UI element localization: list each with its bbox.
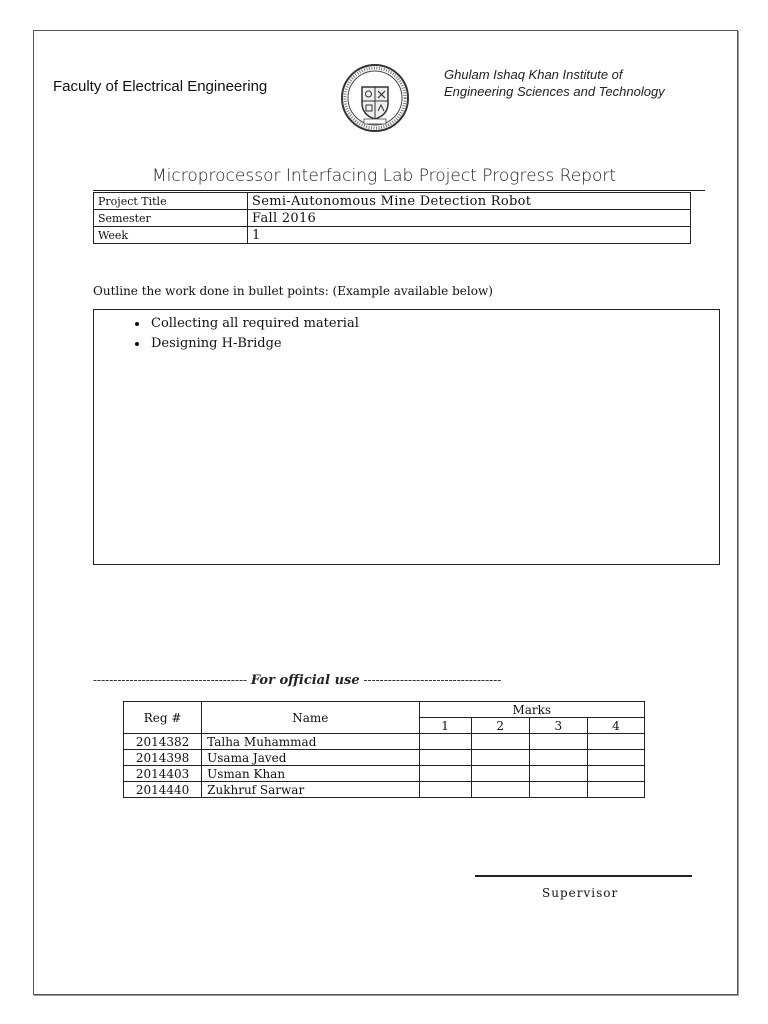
mark-cell (471, 734, 529, 750)
name-cell: Usama Javed (202, 750, 419, 766)
list-item: • Collecting all required material (149, 314, 719, 334)
table-row (94, 193, 691, 210)
reg-cell: 2014382 (124, 734, 202, 750)
table-row (124, 782, 645, 798)
signature-line (475, 875, 692, 877)
supervisor-label: Supervisor (542, 886, 619, 900)
mark-cell (587, 750, 644, 766)
project-title-value: Semi-Autonomous Mine Detection Robot (248, 193, 691, 210)
reg-cell: 2014398 (124, 750, 202, 766)
name-cell: Talha Muhammad (202, 734, 419, 750)
official-use-label: For official use (250, 673, 360, 688)
report-title: Microprocessor Interfacing Lab Project Progress Report (152, 166, 616, 186)
faculty-name: Faculty of Electrical Engineering (53, 78, 268, 95)
mark-cell (419, 766, 471, 782)
table-header-row (124, 702, 645, 718)
mark-col-2: 2 (471, 718, 529, 734)
table-row (124, 766, 645, 782)
mark-col-4: 4 (587, 718, 644, 734)
mark-cell (419, 734, 471, 750)
mark-cell (587, 782, 644, 798)
work-list (94, 314, 719, 354)
semester-label: Semester (94, 210, 248, 227)
mark-cell (471, 766, 529, 782)
list-item: • Designing H-Bridge (149, 334, 719, 354)
mark-cell (587, 766, 644, 782)
work-done-box (93, 309, 720, 565)
mark-cell (529, 766, 587, 782)
mark-cell (471, 750, 529, 766)
mark-col-1: 1 (419, 718, 471, 734)
mark-cell (529, 782, 587, 798)
divider-dashes-left: -------------------------------------- (93, 673, 248, 687)
mark-cell (471, 782, 529, 798)
mark-cell (529, 734, 587, 750)
mark-cell (529, 750, 587, 766)
reg-header: Reg # (124, 702, 202, 734)
institute-name (444, 66, 665, 100)
institute-line-2: Engineering Sciences and Technology (444, 84, 665, 99)
table-row (94, 227, 691, 244)
institute-line-1: Ghulam Ishaq Khan Institute of (444, 67, 623, 82)
institute-seal-icon (340, 63, 410, 133)
reg-cell: 2014440 (124, 782, 202, 798)
semester-value: Fall 2016 (248, 210, 691, 227)
table-row (124, 734, 645, 750)
mark-cell (419, 750, 471, 766)
mark-col-3: 3 (529, 718, 587, 734)
project-info-table (93, 192, 691, 244)
outline-prompt: Outline the work done in bullet points: (Example available below) (93, 284, 493, 298)
mark-cell (587, 734, 644, 750)
reg-cell: 2014403 (124, 766, 202, 782)
divider-dashes-right: ---------------------------------- (363, 673, 502, 687)
week-value: 1 (248, 227, 691, 244)
title-rule (93, 190, 705, 191)
project-title-label: Project Title (94, 193, 248, 210)
mark-cell (419, 782, 471, 798)
table-row (94, 210, 691, 227)
marks-table (123, 701, 645, 798)
table-row (124, 750, 645, 766)
official-use-divider (93, 673, 673, 688)
name-cell: Zukhruf Sarwar (202, 782, 419, 798)
week-label: Week (94, 227, 248, 244)
name-header: Name (202, 702, 419, 734)
marks-header: Marks (419, 702, 644, 718)
name-cell: Usman Khan (202, 766, 419, 782)
